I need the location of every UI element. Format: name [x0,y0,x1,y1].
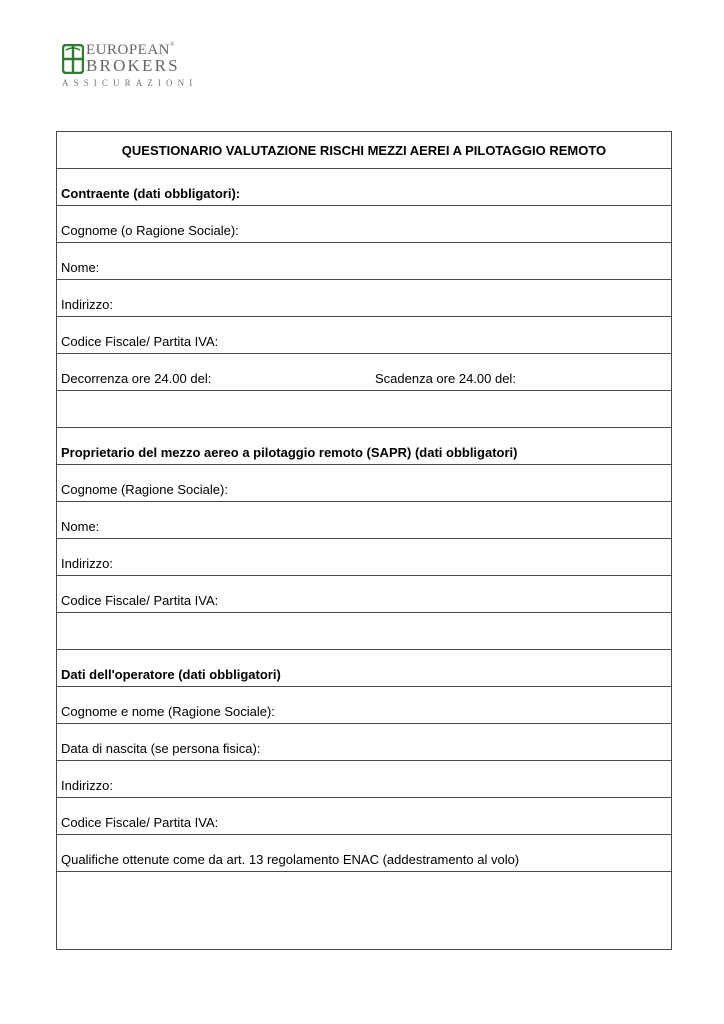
contraente-cognome-label: Cognome (o Ragione Sociale): [61,223,239,238]
contraente-date-field[interactable] [57,354,671,391]
operatore-qualifiche-field[interactable] [57,835,671,872]
proprietario-indirizzo-label: Indirizzo: [61,556,114,571]
operatore-heading: Dati dell'operatore (dati obbligatori) [61,667,281,682]
operatore-heading-row [57,650,671,687]
proprietario-indirizzo-field[interactable] [57,539,671,576]
proprietario-heading-row [57,428,671,465]
contraente-codice-fiscale-label: Codice Fiscale/ Partita IVA: [61,334,219,349]
operatore-data-nascita-label: Data di nascita (se persona fisica): [61,741,261,756]
proprietario-nome-field[interactable] [57,502,671,539]
proprietario-nome-label: Nome: [61,519,100,534]
form-title: QUESTIONARIO VALUTAZIONE RISCHI MEZZI AEREI A PILOTAGGIO REMOTO [121,143,607,158]
contraente-heading-row [57,169,671,206]
contraente-indirizzo-field[interactable] [57,280,671,317]
operatore-codice-fiscale-label: Codice Fiscale/ Partita IVA: [61,815,219,830]
contraente-nome-field[interactable] [57,243,671,280]
operatore-indirizzo-field[interactable] [57,761,671,798]
logo-text-assicurazioni: ASSICURAZIONI [62,78,198,88]
operatore-indirizzo-label: Indirizzo: [61,778,114,793]
contraente-heading: Contraente (dati obbligatori): [61,186,241,201]
blank-row-1[interactable] [57,391,671,428]
scadenza-label: Scadenza ore 24.00 del: [375,371,516,386]
contraente-cognome-field[interactable] [57,206,671,243]
blank-row-2[interactable] [57,613,671,650]
logo-text-european: EUROPEAN® [86,42,176,58]
operatore-cognome-nome-field[interactable] [57,687,671,724]
contraente-nome-label: Nome: [61,260,100,275]
questionnaire-form [56,131,672,950]
contraente-codice-fiscale-field[interactable] [57,317,671,354]
proprietario-codice-fiscale-label: Codice Fiscale/ Partita IVA: [61,593,219,608]
operatore-qualifiche-label: Qualifiche ottenute come da art. 13 regolamento ENAC (addestramento al volo) [61,852,520,867]
logo-text-brokers: BROKERS [86,56,180,75]
proprietario-cognome-field[interactable] [57,465,671,502]
operatore-data-nascita-field[interactable] [57,724,671,761]
proprietario-cognome-label: Cognome (Ragione Sociale): [61,482,228,497]
form-title-row [57,132,671,169]
operatore-cognome-nome-label: Cognome e nome (Ragione Sociale): [61,704,275,719]
proprietario-heading: Proprietario del mezzo aereo a pilotaggio remoto (SAPR) (dati obbligatori) [61,445,518,460]
contraente-indirizzo-label: Indirizzo: [61,297,114,312]
decorrenza-label: Decorrenza ore 24.00 del: [61,371,212,386]
european-brokers-logo [60,40,200,92]
proprietario-codice-fiscale-field[interactable] [57,576,671,613]
qualifiche-answer-area[interactable] [57,872,671,949]
operatore-codice-fiscale-field[interactable] [57,798,671,835]
logo-mark-icon [62,44,84,74]
